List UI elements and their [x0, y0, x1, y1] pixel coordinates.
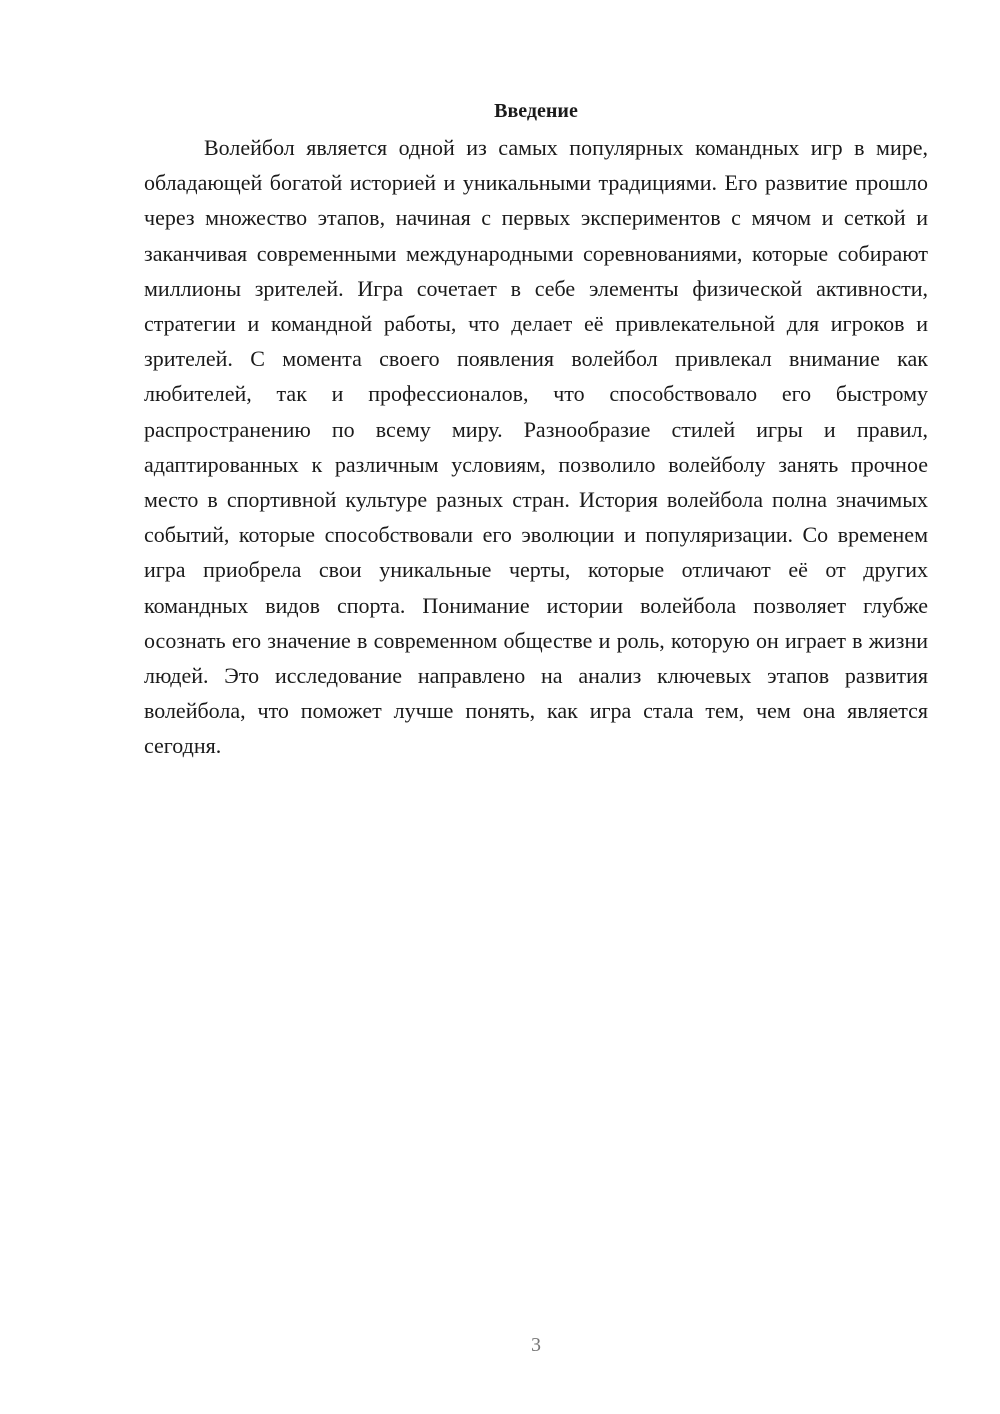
- section-heading: Введение: [494, 100, 578, 122]
- page-content: [144, 96, 928, 764]
- body-paragraph: Волейбол является одной из самых популярных командных игр в мире, обладающей богатой историей и уникальными традициями. Его развитие прошло через множество этапов, начиная с первых экспериментов с мячом и сеткой и заканчивая современными международными соревнованиями, которые собирают миллионы зрителей. Игра сочетает в себе элементы физической активности, стратегии и командной работы, что делает её привлекательной для игроков и зрителей. С момента своего появления волейбол привлекал внимание как любителей, так и профессионалов, что способствовало его быстрому распространению по всему миру. Разнообразие стилей игры и правил, адаптированных к различным условиям, позволило волейболу занять прочное место в спортивной культуре разных стран. История волейбола полна значимых событий, которые способствовали его эволюции и популяризации. Со временем игра приобрела свои уникальные черты, которые отличают её от других командных видов спорта. Понимание истории волейбола позволяет глубже осознать его значение в современном обществе и роль, которую он играет в жизни людей. Это исследование направлено на анализ ключевых этапов развития волейбола, что поможет лучше понять, как игра стала тем, чем она является сегодня.: [144, 135, 928, 759]
- page-number: 3: [531, 1334, 541, 1356]
